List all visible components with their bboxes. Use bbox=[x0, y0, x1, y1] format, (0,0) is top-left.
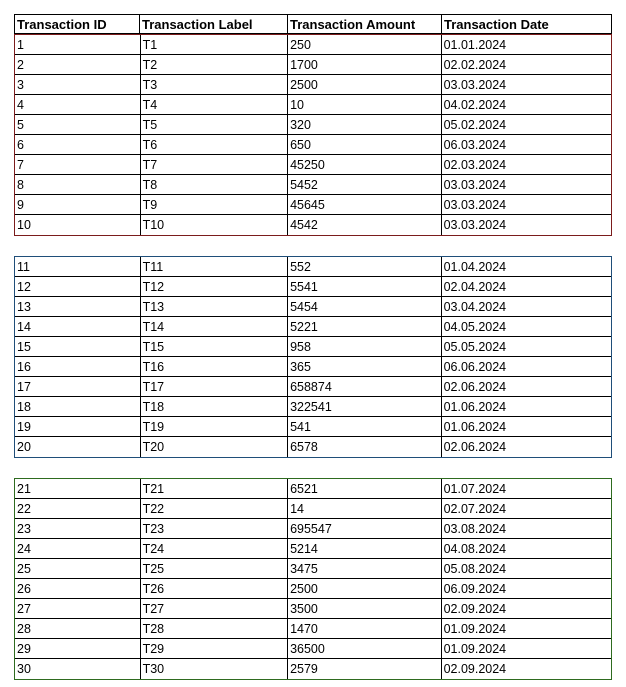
date-cell[interactable]: 02.07.2024 bbox=[442, 499, 611, 519]
amount-cell[interactable]: 5452 bbox=[288, 175, 441, 195]
id-cell[interactable]: 14 bbox=[15, 317, 141, 337]
amount-cell[interactable]: 1470 bbox=[288, 619, 441, 639]
amount-cell[interactable]: 541 bbox=[288, 417, 441, 437]
id-cell[interactable]: 17 bbox=[15, 377, 141, 397]
amount-cell[interactable]: 6521 bbox=[288, 479, 441, 499]
amount-cell[interactable]: 5221 bbox=[288, 317, 441, 337]
id-cell[interactable]: 19 bbox=[15, 417, 141, 437]
header-transaction-amount[interactable]: Transaction Amount bbox=[288, 14, 442, 34]
table-row bbox=[15, 357, 611, 377]
label-cell[interactable]: T7 bbox=[141, 155, 289, 175]
amount-cell[interactable]: 4542 bbox=[288, 215, 441, 235]
spreadsheet-table bbox=[14, 14, 612, 680]
amount-cell[interactable]: 552 bbox=[288, 257, 441, 277]
table-row bbox=[15, 175, 611, 195]
amount-cell[interactable]: 5541 bbox=[288, 277, 441, 297]
label-cell[interactable]: T13 bbox=[141, 297, 289, 317]
label-cell[interactable]: T28 bbox=[141, 619, 289, 639]
table-row bbox=[15, 317, 611, 337]
label-cell[interactable]: T9 bbox=[141, 195, 289, 215]
date-cell[interactable]: 04.08.2024 bbox=[442, 539, 611, 559]
label-cell[interactable]: T16 bbox=[141, 357, 289, 377]
amount-cell[interactable]: 320 bbox=[288, 115, 441, 135]
blank-row[interactable] bbox=[14, 236, 612, 256]
label-cell[interactable]: T11 bbox=[141, 257, 289, 277]
date-cell[interactable]: 02.03.2024 bbox=[442, 155, 611, 175]
date-cell[interactable]: 02.09.2024 bbox=[443, 662, 507, 676]
label-cell[interactable]: T6 bbox=[141, 135, 289, 155]
id-cell[interactable]: 22 bbox=[15, 499, 141, 519]
label-cell[interactable]: T2 bbox=[141, 55, 289, 75]
table-row bbox=[15, 397, 611, 417]
amount-cell[interactable]: 958 bbox=[288, 337, 441, 357]
table-row bbox=[15, 277, 611, 297]
label-cell[interactable]: T3 bbox=[141, 75, 289, 95]
amount-cell[interactable]: 45645 bbox=[288, 195, 441, 215]
amount-cell[interactable]: 2500 bbox=[288, 579, 441, 599]
date-cell[interactable]: 03.03.2024 bbox=[442, 195, 611, 215]
table-row bbox=[15, 519, 611, 539]
label-cell[interactable]: T20 bbox=[141, 437, 289, 457]
id-cell[interactable]: 27 bbox=[15, 599, 141, 619]
table-row bbox=[15, 115, 611, 135]
table-row bbox=[15, 155, 611, 175]
label-cell[interactable]: T10 bbox=[141, 215, 289, 235]
id-cell[interactable]: 20 bbox=[15, 437, 141, 457]
id-cell[interactable]: 10 bbox=[15, 215, 141, 235]
date-cell[interactable]: 06.09.2024 bbox=[442, 579, 611, 599]
date-cell[interactable]: 06.06.2024 bbox=[442, 357, 611, 377]
label-cell[interactable]: T15 bbox=[141, 337, 289, 357]
date-cell[interactable]: 04.02.2024 bbox=[442, 95, 611, 115]
date-cell[interactable]: 01.01.2024 bbox=[442, 35, 611, 55]
date-cell[interactable]: 01.09.2024 bbox=[442, 639, 611, 659]
date-cell[interactable]: 01.07.2024 bbox=[442, 479, 611, 499]
table-row bbox=[15, 659, 611, 679]
table-row bbox=[15, 539, 611, 559]
label-cell[interactable]: T8 bbox=[141, 175, 289, 195]
date-cell[interactable]: 03.04.2024 bbox=[442, 297, 611, 317]
row-groups bbox=[14, 34, 612, 680]
date-cell[interactable]: 02.06.2024 bbox=[442, 377, 611, 397]
table-row bbox=[15, 579, 611, 599]
id-cell[interactable]: 26 bbox=[15, 579, 141, 599]
id-cell[interactable]: 29 bbox=[15, 639, 141, 659]
amount-cell[interactable]: 3475 bbox=[288, 559, 441, 579]
id-cell[interactable]: 8 bbox=[15, 175, 141, 195]
amount-cell[interactable]: 36500 bbox=[288, 639, 441, 659]
id-cell[interactable]: 23 bbox=[15, 519, 141, 539]
amount-cell[interactable]: 2579 bbox=[288, 659, 441, 679]
header-transaction-id[interactable]: Transaction ID bbox=[14, 14, 140, 34]
date-cell[interactable]: 02.06.2024 bbox=[443, 440, 507, 454]
id-cell[interactable]: 5 bbox=[15, 115, 141, 135]
date-cell[interactable]: 05.02.2024 bbox=[442, 115, 611, 135]
amount-cell[interactable]: 45250 bbox=[288, 155, 441, 175]
table-row bbox=[15, 35, 611, 55]
id-cell[interactable]: 15 bbox=[15, 337, 141, 357]
table-row bbox=[15, 639, 611, 659]
id-cell[interactable]: 2 bbox=[15, 55, 141, 75]
date-cell[interactable]: 05.08.2024 bbox=[442, 559, 611, 579]
amount-cell[interactable]: 695547 bbox=[288, 519, 441, 539]
table-row bbox=[15, 215, 611, 235]
table-row bbox=[15, 499, 611, 519]
id-cell[interactable]: 1 bbox=[15, 35, 141, 55]
amount-cell[interactable]: 1700 bbox=[288, 55, 441, 75]
id-cell[interactable]: 16 bbox=[15, 357, 141, 377]
label-cell[interactable]: T26 bbox=[141, 579, 289, 599]
amount-cell[interactable]: 365 bbox=[288, 357, 441, 377]
table-row bbox=[15, 437, 611, 457]
date-cell[interactable]: 03.08.2024 bbox=[442, 519, 611, 539]
table-row bbox=[15, 297, 611, 317]
label-cell[interactable]: T1 bbox=[141, 35, 289, 55]
id-cell[interactable]: 3 bbox=[15, 75, 141, 95]
amount-cell[interactable]: 6578 bbox=[288, 437, 441, 457]
label-cell[interactable]: T23 bbox=[141, 519, 289, 539]
date-cell[interactable]: 03.03.2024 bbox=[443, 218, 507, 232]
table-row bbox=[15, 619, 611, 639]
table-row bbox=[15, 377, 611, 397]
id-cell[interactable]: 11 bbox=[15, 257, 141, 277]
id-cell[interactable]: 30 bbox=[15, 659, 141, 679]
table-row bbox=[15, 195, 611, 215]
id-cell[interactable]: 18 bbox=[15, 397, 141, 417]
table-row bbox=[15, 55, 611, 75]
table-row bbox=[15, 559, 611, 579]
date-cell[interactable]: 02.02.2024 bbox=[442, 55, 611, 75]
date-cell[interactable]: 03.03.2024 bbox=[442, 175, 611, 195]
date-cell[interactable]: 02.04.2024 bbox=[442, 277, 611, 297]
date-cell[interactable]: 03.03.2024 bbox=[442, 75, 611, 95]
id-cell[interactable]: 28 bbox=[15, 619, 141, 639]
table-row bbox=[15, 479, 611, 499]
table-row bbox=[15, 95, 611, 115]
label-cell[interactable]: T24 bbox=[141, 539, 289, 559]
header-transaction-date[interactable]: Transaction Date bbox=[442, 14, 612, 34]
id-cell[interactable]: 13 bbox=[15, 297, 141, 317]
label-cell[interactable]: T27 bbox=[141, 599, 289, 619]
id-cell[interactable]: 25 bbox=[15, 559, 141, 579]
amount-cell[interactable]: 10 bbox=[288, 95, 441, 115]
label-cell[interactable]: T25 bbox=[141, 559, 289, 579]
label-cell[interactable]: T19 bbox=[141, 417, 289, 437]
amount-cell[interactable]: 650 bbox=[288, 135, 441, 155]
label-cell[interactable]: T29 bbox=[141, 639, 289, 659]
label-cell[interactable]: T30 bbox=[141, 659, 289, 679]
amount-cell[interactable]: 3500 bbox=[288, 599, 441, 619]
label-cell[interactable]: T21 bbox=[141, 479, 289, 499]
transaction-group-2 bbox=[14, 256, 612, 458]
date-cell[interactable]: 01.06.2024 bbox=[442, 397, 611, 417]
table-row bbox=[15, 257, 611, 277]
amount-cell[interactable]: 2500 bbox=[288, 75, 441, 95]
transaction-group-1 bbox=[14, 34, 612, 236]
date-cell[interactable]: 01.06.2024 bbox=[442, 417, 611, 437]
id-cell[interactable]: 6 bbox=[15, 135, 141, 155]
label-cell[interactable]: T12 bbox=[141, 277, 289, 297]
date-cell[interactable]: 01.04.2024 bbox=[442, 257, 611, 277]
table-row bbox=[15, 599, 611, 619]
label-cell[interactable]: T4 bbox=[141, 95, 289, 115]
id-cell[interactable]: 24 bbox=[15, 539, 141, 559]
date-cell[interactable]: 01.09.2024 bbox=[442, 619, 611, 639]
header-transaction-label[interactable]: Transaction Label bbox=[140, 14, 288, 34]
table-row bbox=[15, 75, 611, 95]
amount-cell[interactable]: 250 bbox=[288, 35, 441, 55]
table-row bbox=[15, 417, 611, 437]
amount-cell[interactable]: 658874 bbox=[288, 377, 441, 397]
amount-cell[interactable]: 14 bbox=[288, 499, 441, 519]
date-cell[interactable]: 02.09.2024 bbox=[442, 599, 611, 619]
id-cell[interactable]: 9 bbox=[15, 195, 141, 215]
id-cell[interactable]: 7 bbox=[15, 155, 141, 175]
id-cell[interactable]: 12 bbox=[15, 277, 141, 297]
label-cell[interactable]: T14 bbox=[141, 317, 289, 337]
label-cell[interactable]: T22 bbox=[141, 499, 289, 519]
amount-cell[interactable]: 322541 bbox=[288, 397, 441, 417]
blank-row[interactable] bbox=[14, 458, 612, 478]
label-cell[interactable]: T17 bbox=[141, 377, 289, 397]
table-row bbox=[15, 337, 611, 357]
date-cell[interactable]: 05.05.2024 bbox=[442, 337, 611, 357]
id-cell[interactable]: 21 bbox=[15, 479, 141, 499]
date-cell[interactable]: 06.03.2024 bbox=[442, 135, 611, 155]
table-row bbox=[15, 135, 611, 155]
header-row bbox=[14, 14, 612, 34]
date-cell[interactable]: 04.05.2024 bbox=[442, 317, 611, 337]
label-cell[interactable]: T18 bbox=[141, 397, 289, 417]
amount-cell[interactable]: 5454 bbox=[288, 297, 441, 317]
amount-cell[interactable]: 5214 bbox=[288, 539, 441, 559]
id-cell[interactable]: 4 bbox=[15, 95, 141, 115]
label-cell[interactable]: T5 bbox=[141, 115, 289, 135]
transaction-group-3 bbox=[14, 478, 612, 680]
